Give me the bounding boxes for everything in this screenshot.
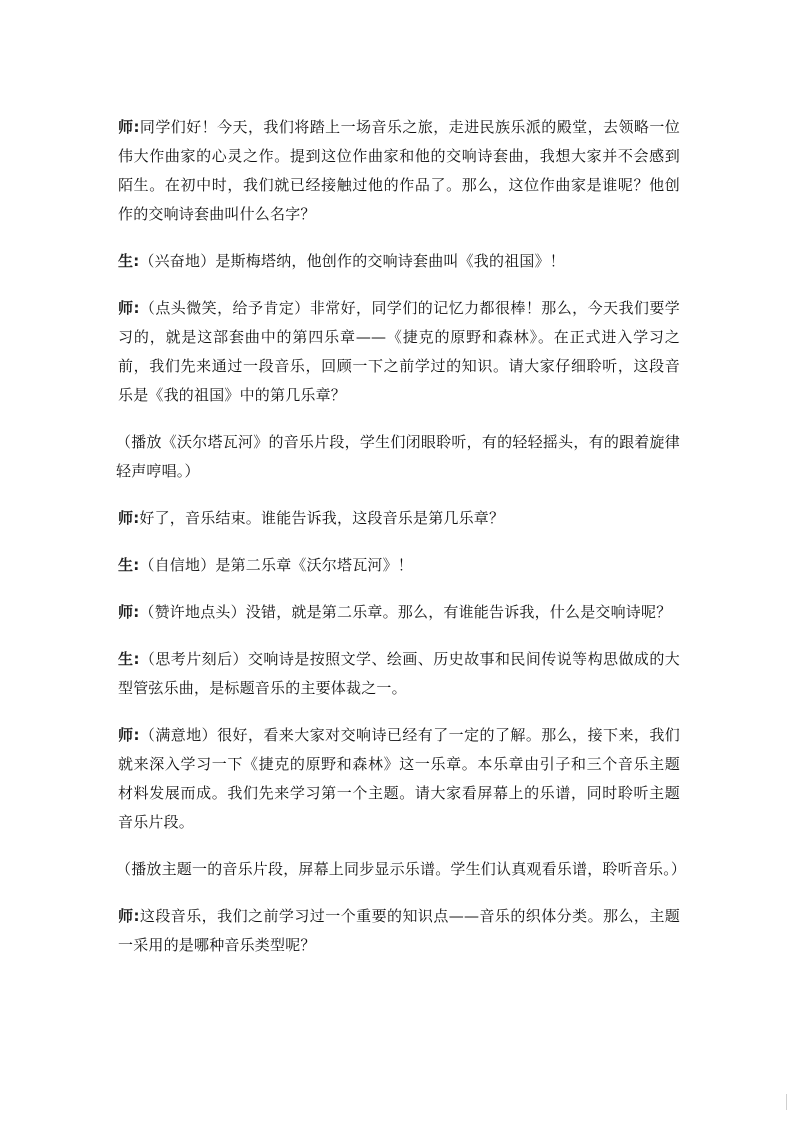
speaker-label-teacher: 师: (118, 299, 140, 317)
speaker-label-teacher: 师: (118, 726, 140, 744)
speaker-label-teacher: 师: (118, 603, 140, 621)
dialogue-paragraph (118, 902, 680, 960)
speaker-label-student: 生: (118, 252, 140, 270)
speaker-label-teacher: 师: (118, 118, 140, 136)
dialogue-text: 同学们好！今天，我们将踏上一场音乐之旅，走进民族乐派的殿堂，去领略一位伟大作曲家的心灵之作。提到这位作曲家和他的交响诗套曲，我想大家并不会感到陌生。在初中时，我们就已经接触过他的作品了。那么，这位作曲家是谁呢？他创作的交响诗套曲叫什么名字？ (118, 118, 680, 223)
dialogue-text: （思考片刻后）交响诗是按照文学、绘画、历史故事和民间传说等构思做成的大型管弦乐曲，是标题音乐的主要体裁之一。 (118, 650, 680, 697)
dialogue-paragraph (118, 247, 680, 276)
page-edge-mark (786, 1094, 787, 1110)
dialogue-text: 好了，音乐结束。谁能告诉我，这段音乐是第几乐章？ (139, 509, 505, 527)
dialogue-paragraph (118, 294, 680, 410)
dialogue-text: （赞许地点头）没错，就是第二乐章。那么，有谁能告诉我，什么是交响诗呢？ (139, 603, 672, 621)
dialogue-text: 这段音乐，我们之前学习过一个重要的知识点——音乐的织体分类。那么，主题一采用的是哪种音乐类型呢？ (118, 907, 680, 954)
speaker-label-teacher: 师: (118, 907, 140, 925)
dialogue-text: （满意地）很好，看来大家对交响诗已经有了一定的了解。那么，接下来，我们就来深入学习一下《捷克的原野和森林》这一乐章。本乐章由引子和三个音乐主题材料发展而成。我们先来学习第一个主题。请大家看屏幕上的乐谱，同时聆听主题音乐片段。 (118, 726, 680, 831)
dialogue-text: （点头微笑，给予肯定）非常好，同学们的记忆力都很棒！那么，今天我们要学习的，就是这部套曲中的第四乐章——《捷克的原野和森林》。在正式进入学习之前，我们先来通过一段音乐，回顾一下之前学过的知识。请大家仔细聆听，这段音乐是《我的祖国》中的第几乐章？ (118, 299, 680, 404)
speaker-label-teacher: 师: (118, 509, 140, 527)
dialogue-paragraph (118, 721, 680, 837)
dialogue-paragraph (118, 598, 680, 627)
speaker-label-student: 生: (118, 650, 140, 668)
dialogue-transcript (116, 113, 687, 978)
stage-direction (116, 855, 687, 884)
dialogue-text: （兴奋地）是斯梅塔纳，他创作的交响诗套曲叫《我的祖国》！ (139, 252, 566, 270)
stage-direction (116, 428, 680, 486)
dialogue-paragraph (118, 504, 680, 533)
stage-direction-text: （播放主题一的音乐片段，屏幕上同步显示乐谱。学生们认真观看乐谱，聆听音乐。） (116, 860, 687, 878)
dialogue-paragraph (118, 645, 680, 703)
speaker-label-student: 生: (118, 556, 140, 574)
stage-direction-text: （播放《沃尔塔瓦河》的音乐片段，学生们闭眼聆听，有的轻轻摇头，有的跟着旋律轻声哼唱。） (116, 433, 680, 480)
dialogue-paragraph (118, 551, 680, 580)
dialogue-text: （自信地）是第二乐章《沃尔塔瓦河》！ (139, 556, 414, 574)
dialogue-paragraph (118, 113, 680, 229)
